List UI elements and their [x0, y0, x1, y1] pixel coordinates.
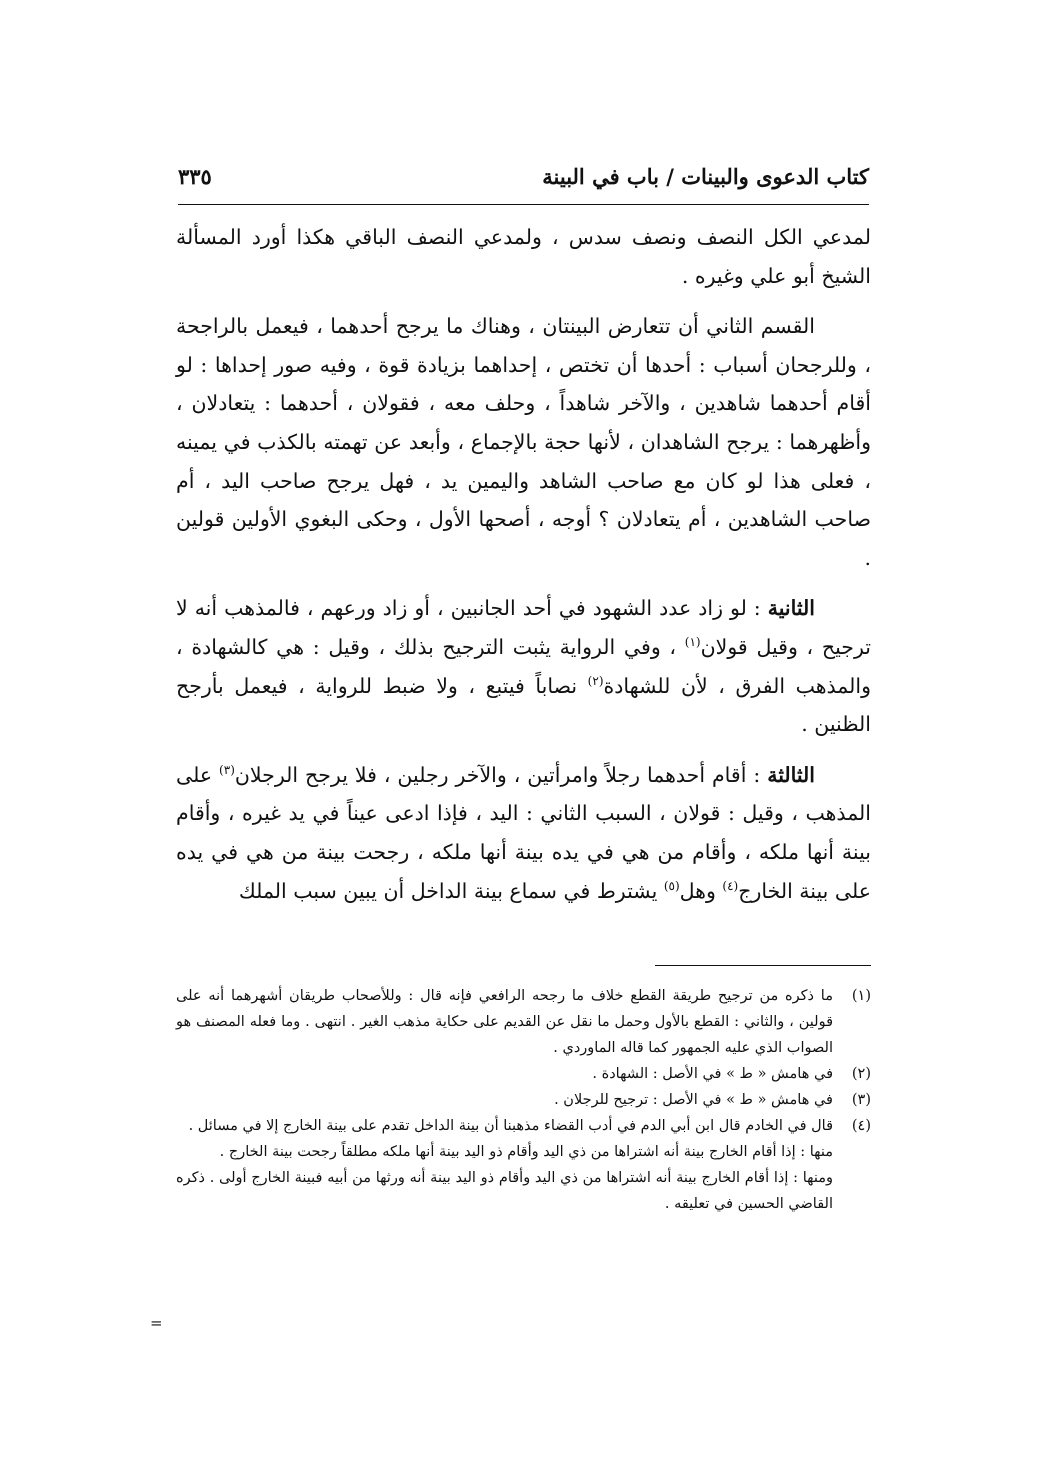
margin-mark: =: [150, 1314, 163, 1332]
paragraph-4: [176, 756, 871, 910]
chapter-title: كتاب الدعوى والبينات / باب في البينة: [542, 164, 869, 189]
paragraph-3-label: الثانية: [767, 596, 815, 621]
footnote-3-mark: (٣): [851, 1092, 871, 1108]
paragraph-1: لمدعي الكل النصف ونصف سدس ، ولمدعي النصف الباقي هكذا أورد المسألة الشيخ أبو علي وغيره .: [176, 225, 871, 288]
footnote-2-mark: (٢): [851, 1066, 871, 1082]
paragraph-3: [176, 589, 871, 743]
page-number: ٣٣٥: [178, 164, 212, 189]
running-header: [178, 160, 869, 200]
footnotes: [176, 983, 871, 1217]
paragraph-3-text-a: : لو زاد عدد الشهود في أحد الجانبين ، أو زاد ورعهم ، فالمذهب أنه لا ترجيح ، وقيل قولان: [176, 596, 871, 659]
footnote-1-text: ما ذكره من ترجيح طريقة القطع خلاف ما رجحه الرافعي فإنه قال : وللأصحاب طريقان أشهرهما أنه على قولين ، والثاني : القطع بالأول وحمل ما نقل عن القديم على حكاية مذهب الغير . انتهى . وما فعله المصنف هو الصواب الذي عليه الجمهور كما قاله الماوردي .: [176, 988, 833, 1056]
footnote-4-mark: (٤): [851, 1118, 871, 1134]
footnote-ref-3: (٣): [219, 762, 235, 777]
header-rule: [178, 204, 869, 205]
footnote-ref-5: (٥): [663, 878, 680, 893]
paragraph-4-label: الثالثة: [767, 762, 815, 787]
footnote-ref-4: (٤): [722, 878, 739, 893]
footnote-3: [176, 1087, 871, 1113]
paragraph-4-text-c: وهل: [679, 878, 723, 903]
footnote-4-continuation-2: ومنها : إذا أقام الخارج بينة أنه اشتراها من ذي اليد وأقام ذو اليد بينة أنه ورثها من أبيه فبينة الخارج أولى . ذكره القاضي الحسين في تعليقه .: [176, 1170, 833, 1212]
paragraph-4-text-d: يشترط في سماع بينة الداخل أن يبين سبب الملك: [238, 878, 664, 903]
paragraph-3-text-c: نصاباً فيتبع ، ولا ضبط للرواية ، فيعمل بأرجح الظنين .: [176, 673, 871, 737]
footnote-2: [176, 1061, 871, 1087]
footnote-1: [176, 983, 871, 1061]
footnote-4-continuation-1: منها : إذا أقام الخارج بينة أنه اشتراها من ذي اليد وأقام ذو اليد بينة أنها ملكه مطلقاً رجحت بينة الخارج .: [219, 1144, 833, 1160]
footnote-3-text: في هامش « ط » في الأصل : ترجيح للرجلان .: [554, 1092, 833, 1108]
footnote-1-mark: (١): [851, 988, 871, 1004]
footnote-2-text: في هامش « ط » في الأصل : الشهادة .: [592, 1066, 833, 1082]
footnote-ref-2: (٢): [587, 673, 604, 688]
paragraph-3-text-b: ، وفي الرواية يثبت الترجيح بذلك ، وقيل : هي كالشهادة ، والمذهب الفرق ، لأن للشهادة: [176, 634, 871, 698]
footnote-ref-1: (١): [684, 635, 701, 650]
paragraph-4-text-b: على المذهب ، وقيل : قولان ، السبب الثاني : اليد ، فإذا ادعى عيناً في يد غيره ، وأقام بينة أنها ملكه ، وأقام من هي في يده بينة أنها ملكه ، رجحت بينة من هي في يده على بينة الخارج: [176, 762, 871, 903]
paragraph-2: القسم الثاني أن تتعارض البينتان ، وهناك ما يرجح أحدهما ، فيعمل بالراجحة ، وللرجحان أسباب : أحدها أن تختص ، إحداهما بزيادة قوة ، وفيه صور إحداها : لو أقام أحدهما شاهدين ، والآخر شاهداً ، وحلف معه ، فقولان ، أحدهما : يتعادلان ، وأظهرهما : يرجح الشاهدان ، لأنها حجة بالإجماع ، وأبعد عن تهمته بالكذب في يمينه ، فعلى هذا لو كان مع صاحب الشاهد واليمين يد ، فهل يرجح صاحب اليد ، أم صاحب الشاهدين ، أم يتعادلان ؟ أوجه ، أصحها الأول ، وحكى البغوي الأولين قولين .: [176, 314, 871, 570]
footnote-rule: [655, 965, 871, 966]
paragraph-4-text-a: : أقام أحدهما رجلاً وامرأتين ، والآخر رجلين ، فلا يرجح الرجلان: [234, 762, 768, 787]
footnote-4-text: قال في الخادم قال ابن أبي الدم في أدب القضاء مذهبنا أن بينة الداخل تقدم على بينة الخارج إلا في مسائل .: [188, 1118, 833, 1134]
main-text: [176, 218, 871, 922]
footnote-4: [176, 1113, 871, 1139]
